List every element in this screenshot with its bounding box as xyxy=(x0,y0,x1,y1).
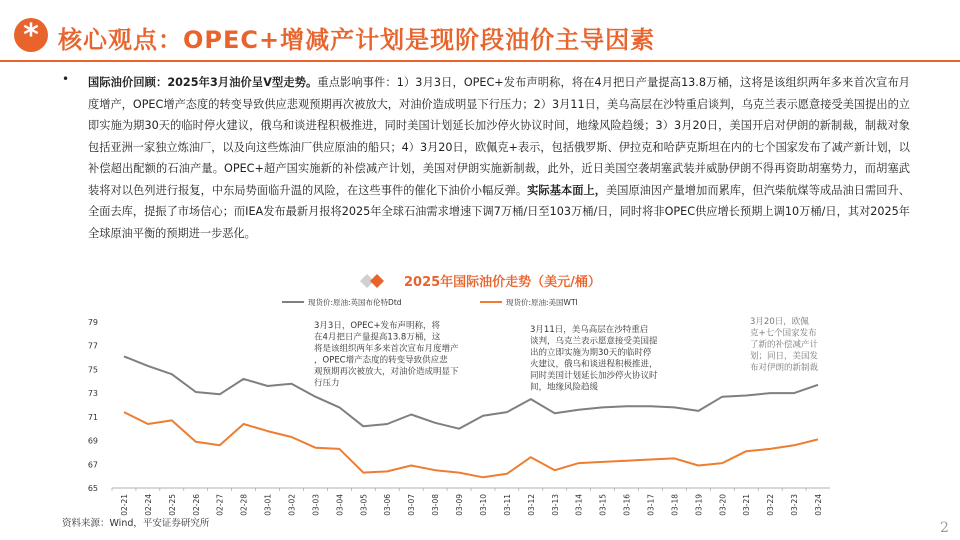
x-tick-label: 03-14 xyxy=(574,494,584,516)
annotation-1: 3月3日，OPEC+发布声明称，将在4月把日产量提高13.8万桶，这将是该组织两年多来首次宣布月度增产，OPEC增产态度的转变导致供应悲观预期再次被放大，对油价造成明显下行压力 xyxy=(314,321,459,389)
chart-title: 2025年国际油价走势（美元/桶） xyxy=(404,275,601,290)
annotation-3: 3月20日，欧佩克+七个国家发布了新的补偿减产计划；同日，美国发布对伊朗的新制裁 xyxy=(750,317,819,373)
source-note: 资料来源：Wind，平安证券研究所 xyxy=(62,518,210,529)
body-text-part-1: 重点影响事件：1）3月3日，OPEC+发布声明称，将在4月把日产量提高13.8万桶，这将是该组织两年多来首次宣布月度增产，OPEC增产态度的转变导致供应悲观预期再次被放大，对油价造成明显下行压力；2）3月11日，美乌高层在沙特重启谈判，乌克兰表示愿意接受美国提出的立即实施为期30天的临时停火建议，俄乌和谈进程积极推进，同时美国计划延长加沙停火协议时间，地缘风险趋缓；3）3月20日，美国开启对伊朗的新制裁，制裁对象包括亚洲一家独立炼油厂，以及向这些炼油厂供应原油的船只；4）3月20日，欧佩克+表示，包括俄罗斯、伊拉克和哈萨克斯坦在内的七个国家发布了减产新计划，以补偿超出配额的石油产量。OPEC+超产国实施新的补偿减产计划，美国对伊朗实施新制裁，此外，近日美国空袭胡塞武装并威胁伊朗不得再资助胡塞势力，而胡塞武装将对以色列进行报复，中东局势面临升温的风险，在这些事件的催化下油价小幅反弹。 xyxy=(88,76,910,197)
x-tick-label: 03-16 xyxy=(622,494,632,516)
title-divider xyxy=(0,60,960,62)
x-tick-label: 03-06 xyxy=(383,494,393,516)
y-tick-label: 71 xyxy=(87,412,98,422)
x-tick-label: 03-17 xyxy=(646,494,656,516)
y-axis xyxy=(88,318,98,493)
x-tick-label: 02-27 xyxy=(215,494,225,516)
oil-price-chart xyxy=(60,294,840,516)
series-line-brent xyxy=(124,356,818,428)
x-tick-label: 03-04 xyxy=(335,494,345,516)
body-paragraph xyxy=(88,72,910,244)
y-tick-label: 75 xyxy=(87,365,98,375)
body-text-part-2: 美国原油因产量增加而累库，但汽柴航煤等成品油日需回升、全面去库，提振了市场信心；而IEA发布最新月报将2025年全球石油需求增速下调7万桶/日至103万桶/日，同时将非OPEC供应增长预期上调10万桶/日，其对2025年全球原油平衡的预期进一步恶化。 xyxy=(88,183,910,240)
y-tick-label: 65 xyxy=(87,484,98,493)
asterisk-icon: * xyxy=(14,18,48,52)
y-tick-label: 79 xyxy=(87,318,98,327)
x-tick-label: 03-07 xyxy=(407,494,417,516)
x-tick-label: 02-28 xyxy=(239,494,249,516)
x-tick-label: 03-10 xyxy=(478,494,488,516)
chart-legend xyxy=(282,297,578,307)
page-title: 核心观点：OPEC+增减产计划是现阶段油价主导因素 xyxy=(58,26,656,54)
page-number: 2 xyxy=(940,520,949,536)
x-axis xyxy=(112,488,830,516)
lead-heading: 国际油价回顾：2025年3月油价呈V型走势。 xyxy=(88,76,318,89)
series-lines xyxy=(124,356,818,477)
x-tick-label: 03-12 xyxy=(526,494,536,516)
legend-label: 现货价:原油:美国WTI xyxy=(506,298,578,307)
x-tick-label: 03-05 xyxy=(359,494,369,516)
x-tick-label: 03-24 xyxy=(814,494,824,516)
x-tick-label: 03-09 xyxy=(455,494,465,516)
x-tick-label: 03-22 xyxy=(766,494,776,516)
fundamentals-heading: 实际基本面上， xyxy=(527,183,606,197)
diamond-decoration-icon xyxy=(360,274,400,288)
annotation-2: 3月11日，美乌高层在沙特重启谈判，乌克兰表示愿意接受美国提出的立即实施为期30天的临时停火建议，俄乌和谈进程积极推进，同时美国计划延长加沙停火协议时间，地缘风险趋缓 xyxy=(530,325,658,393)
x-tick-label: 03-02 xyxy=(287,494,297,516)
x-tick-label: 03-20 xyxy=(718,494,728,516)
chart-annotations xyxy=(314,316,819,393)
x-tick-label: 03-03 xyxy=(311,494,321,516)
y-tick-label: 73 xyxy=(87,389,98,399)
x-tick-label: 02-24 xyxy=(143,494,153,516)
y-tick-label: 77 xyxy=(87,341,98,351)
x-tick-label: 03-15 xyxy=(598,494,608,516)
x-tick-label: 03-21 xyxy=(742,494,752,516)
y-tick-label: 69 xyxy=(87,436,98,446)
x-tick-label: 03-01 xyxy=(263,494,273,516)
legend-label: 现货价:原油:英国布伦特Dtd xyxy=(308,298,402,307)
bullet-marker: • xyxy=(62,72,70,86)
x-tick-label: 03-19 xyxy=(694,494,704,516)
x-tick-label: 03-23 xyxy=(790,494,800,516)
y-tick-label: 67 xyxy=(87,460,98,470)
x-tick-label: 02-25 xyxy=(167,494,177,516)
x-tick-label: 03-08 xyxy=(431,494,441,516)
x-tick-label: 03-13 xyxy=(550,494,560,516)
x-tick-label: 03-18 xyxy=(670,494,680,516)
x-tick-label: 02-21 xyxy=(119,494,129,516)
x-tick-label: 03-11 xyxy=(502,494,512,516)
x-tick-label: 02-26 xyxy=(191,494,201,516)
